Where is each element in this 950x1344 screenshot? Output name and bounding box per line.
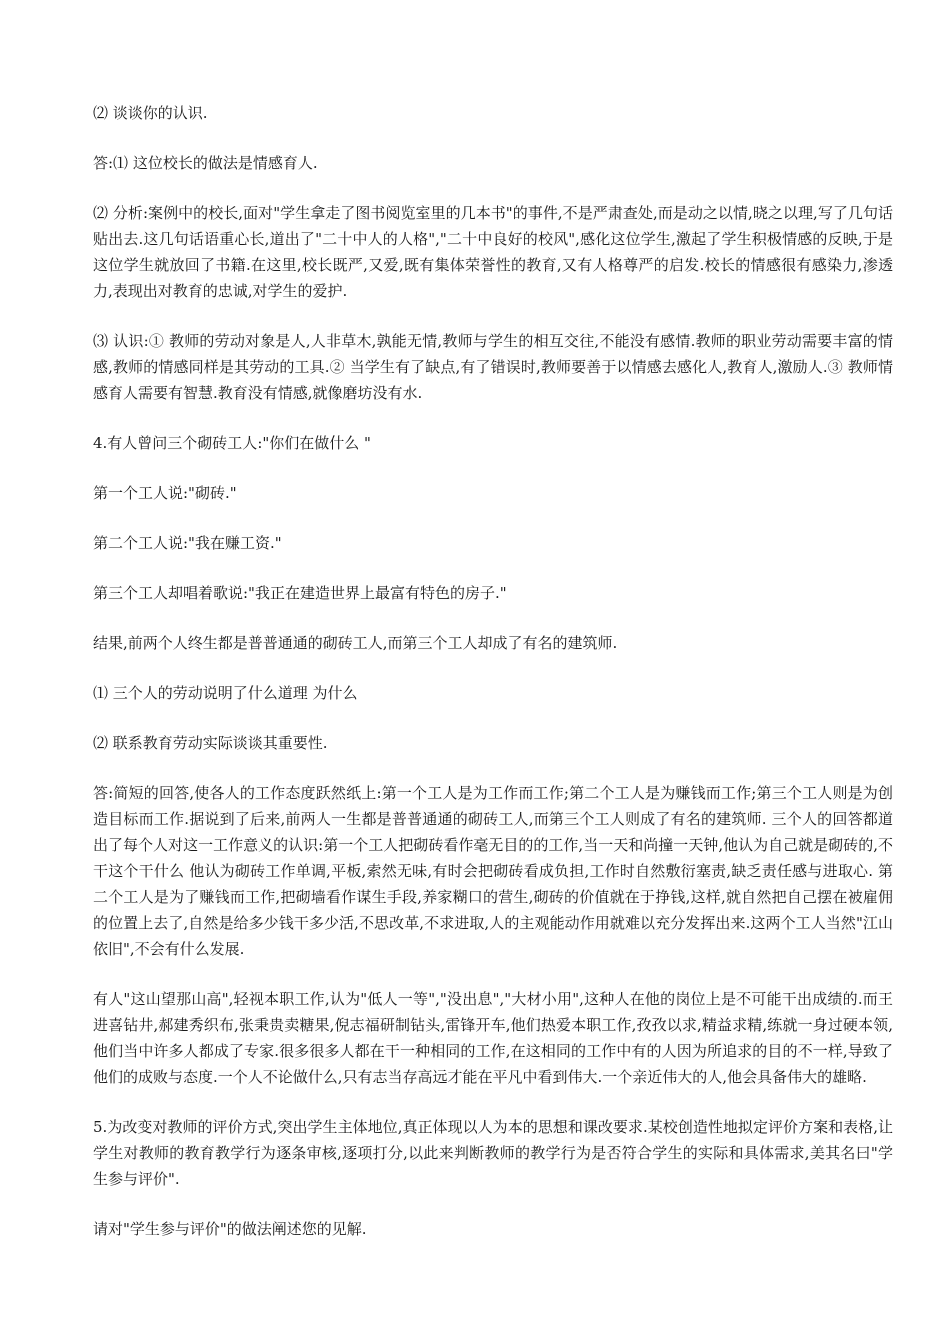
paragraph: ⑵ 分析:案例中的校长,面对"学生拿走了图书阅览室里的几本书"的事件,不是严肃查处,而是动之以情,晓之以理,写了几句话贴出去.这几句话语重心长,道出了"二十中人的人格","二十中良好的校风",感化这位学生,激起了学生积极情感的反映,于是这位学生就放回了书籍.在这里,校长既严,又爱,既有集体荣誉性的教育,又有人格尊严的启发.校长的情感很有感染力,渗透力,表现出对教育的忠诚,对学生的爱护. <box>93 204 893 300</box>
sub-question: ⑴ 三个人的劳动说明了什么道理 为什么 <box>93 684 358 702</box>
paragraph: 第三个工人却唱着歌说:"我正在建造世界上最富有特色的房子." <box>93 584 507 602</box>
paragraph: 第一个工人说:"砌砖." <box>93 484 237 502</box>
question-heading: 5.为改变对教师的评价方式,突出学生主体地位,真正体现以人为本的思想和课改要求.某校创造性地拟定评价方案和表格,让学生对教师的教育教学行为逐条审核,逐项打分,以此来判断教师的教学行为是否符合学生的实际和具体需求,美其名曰"学生参与评价". <box>93 1118 893 1188</box>
paragraph: 答:⑴ 这位校长的做法是情感育人. <box>93 154 318 172</box>
paragraph: 请对"学生参与评价"的做法阐述您的见解. <box>93 1220 367 1238</box>
paragraph: 有人"这山望那山高",轻视本职工作,认为"低人一等","没出息","大材小用",这种人在他的岗位上是不可能干出成绩的.而王进喜钻井,郝建秀织布,张秉贵卖糖果,倪志福研制钻头,雷锋开车,他们热爱本职工作,孜孜以求,精益求精,练就一身过硬本领,他们当中许多人都成了专家.很多很多人都在干一种相同的工作,在这相同的工作中有的人因为所追求的目的不一样,导致了他们的成败与态度.一个人不论做什么,只有志当存高远才能在平凡中看到伟大.一个亲近伟大的人,他会具备伟大的雄略. <box>93 990 893 1086</box>
paragraph: 结果,前两个人终生都是普普通通的砌砖工人,而第三个工人却成了有名的建筑师. <box>93 634 618 652</box>
sub-question: ⑵ 联系教育劳动实际谈谈其重要性. <box>93 734 328 752</box>
answer-paragraph: 答:简短的回答,使各人的工作态度跃然纸上:第一个工人是为工作而工作;第二个工人是为赚钱而工作;第三个工人则是为创造目标而工作.据说到了后来,前两人一生都是普普通通的砌砖工人,而第三个工人则成了有名的建筑师. 三个人的回答都道出了每个人对这一工作意义的认识:第一个工人把砌砖看作毫无目的的工作,当一天和尚撞一天钟,他认为自己就是砌砖的,不干这个干什么 他认为砌砖工作单调,平板,索然无味,有时会把砌砖看成负担,工作时自然敷衍塞责,缺乏责任感与进取心. 第二个工人是为了赚钱而工作,把砌墙看作谋生手段,养家糊口的营生,砌砖的价值就在于挣钱,这样,就自然把自己摆在被雇佣的位置上去了,自然是给多少钱干多少活,不思改革,不求进取,人的主观能动作用就难以充分发挥出来.这两个工人当然"江山依旧",不会有什么发展. <box>93 784 893 958</box>
paragraph: ⑵ 谈谈你的认识. <box>93 104 208 122</box>
paragraph: ⑶ 认识:① 教师的劳动对象是人,人非草木,孰能无情,教师与学生的相互交往,不能没有感情.教师的职业劳动需要丰富的情感,教师的情感同样是其劳动的工具.② 当学生有了缺点,有了错误时,教师要善于以情感去感化人,教育人,激励人.③ 教师情感育人需要有智慧.教育没有情感,就像磨坊没有水. <box>93 332 893 402</box>
document-page <box>93 100 893 1266</box>
paragraph: 第二个工人说:"我在赚工资." <box>93 534 282 552</box>
question-heading: 4.有人曾问三个砌砖工人:"你们在做什么 " <box>93 434 371 452</box>
